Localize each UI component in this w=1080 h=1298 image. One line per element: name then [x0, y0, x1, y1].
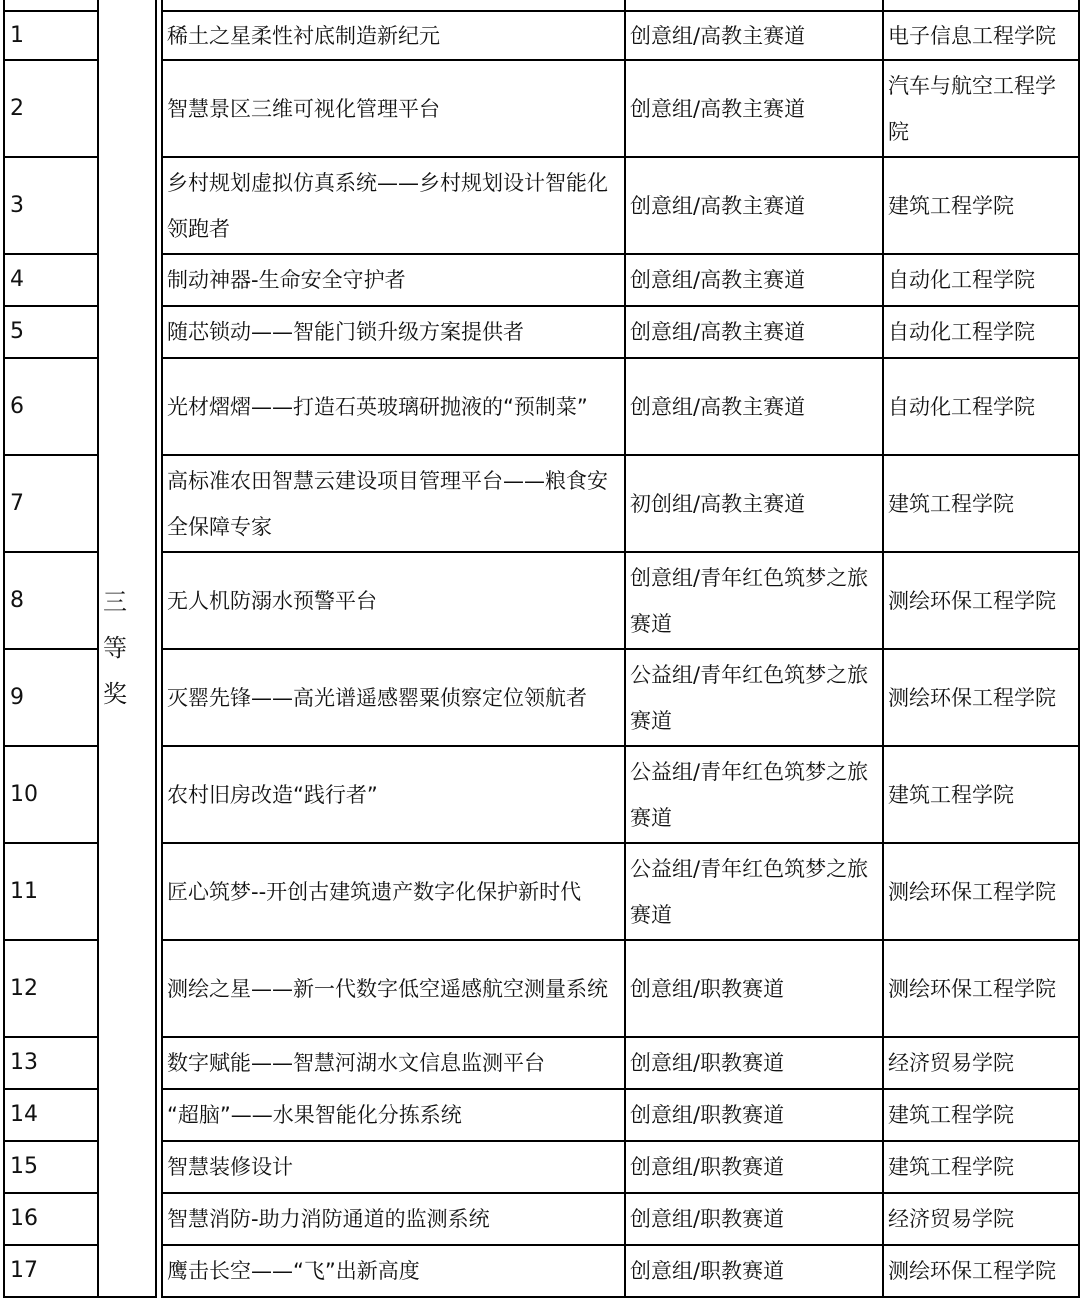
row-number: 12: [4, 940, 98, 1037]
project-name: 测绘之星——新一代数字低空遥感航空测量系统: [162, 940, 625, 1037]
competition-category: 创意组/职教赛道: [625, 1037, 883, 1089]
competition-category: 创意组/青年红色筑梦之旅赛道: [625, 552, 883, 649]
table-row: [4, 11, 1079, 60]
competition-category: 创意组/职教赛道: [625, 940, 883, 1037]
competition-category: 创意组/高教主赛道: [625, 11, 883, 60]
table-row: [4, 649, 1079, 746]
project-name: 智慧装修设计: [162, 1141, 625, 1193]
table-row: [4, 306, 1079, 358]
row-number: 16: [4, 1193, 98, 1245]
table-row: [4, 940, 1079, 1037]
table-row: [4, 1037, 1079, 1089]
project-name: 无人机防溺水预警平台: [162, 552, 625, 649]
table-row: [4, 1089, 1079, 1141]
college-name: 自动化工程学院: [883, 306, 1079, 358]
row-number: 10: [4, 746, 98, 843]
competition-category: 公益组/青年红色筑梦之旅赛道: [625, 746, 883, 843]
row-number: 17: [4, 1245, 98, 1297]
row-number: 2: [4, 60, 98, 157]
project-name: 数字赋能——智慧河湖水文信息监测平台: [162, 1037, 625, 1089]
row-number: 14: [4, 1089, 98, 1141]
project-name: “超脑”——水果智能化分拣系统: [162, 1089, 625, 1141]
college-name: 测绘环保工程学院: [883, 843, 1079, 940]
table-row: [4, 455, 1079, 552]
college-name: 自动化工程学院: [883, 358, 1079, 455]
top-cell: [4, 0, 98, 11]
table-row: [4, 358, 1079, 455]
college-name: 电子信息工程学院: [883, 11, 1079, 60]
row-number: 13: [4, 1037, 98, 1089]
row-number: 3: [4, 157, 98, 254]
row-number: 1: [4, 11, 98, 60]
college-name: 建筑工程学院: [883, 746, 1079, 843]
competition-category: 创意组/高教主赛道: [625, 358, 883, 455]
table-row: [4, 1141, 1079, 1193]
competition-category: 创意组/高教主赛道: [625, 60, 883, 157]
awards-table: [3, 0, 1080, 1298]
competition-category: 创意组/高教主赛道: [625, 157, 883, 254]
college-name: 汽车与航空工程学院: [883, 60, 1079, 157]
college-name: 测绘环保工程学院: [883, 940, 1079, 1037]
row-number: 4: [4, 254, 98, 306]
college-name: 经济贸易学院: [883, 1037, 1079, 1089]
project-name: 鹰击长空——“飞”出新高度: [162, 1245, 625, 1297]
college-name: 测绘环保工程学院: [883, 552, 1079, 649]
row-number: 9: [4, 649, 98, 746]
project-name: 智慧消防-助力消防通道的监测系统: [162, 1193, 625, 1245]
college-name: 建筑工程学院: [883, 1089, 1079, 1141]
top-cell: [162, 0, 625, 11]
project-name: 农村旧房改造“践行者”: [162, 746, 625, 843]
top-cell: [883, 0, 1079, 11]
project-name: 稀土之星柔性衬底制造新纪元: [162, 11, 625, 60]
college-name: 经济贸易学院: [883, 1193, 1079, 1245]
row-number: 5: [4, 306, 98, 358]
project-name: 制动神器-生命安全守护者: [162, 254, 625, 306]
table-row: [4, 157, 1079, 254]
project-name: 高标准农田智慧云建设项目管理平台——粮食安全保障专家: [162, 455, 625, 552]
table-row: [4, 746, 1079, 843]
competition-category: 创意组/高教主赛道: [625, 306, 883, 358]
project-name: 光材熠熠——打造石英玻璃研抛液的“预制菜”: [162, 358, 625, 455]
competition-category: 公益组/青年红色筑梦之旅赛道: [625, 843, 883, 940]
college-name: 建筑工程学院: [883, 157, 1079, 254]
competition-category: 初创组/高教主赛道: [625, 455, 883, 552]
row-number: 8: [4, 552, 98, 649]
row-number: 7: [4, 455, 98, 552]
competition-category: 创意组/职教赛道: [625, 1245, 883, 1297]
table-top-edge: [4, 0, 1079, 11]
project-name: 智慧景区三维可视化管理平台: [162, 60, 625, 157]
competition-category: 创意组/职教赛道: [625, 1193, 883, 1245]
project-name: 匠心筑梦--开创古建筑遗产数字化保护新时代: [162, 843, 625, 940]
row-number: 15: [4, 1141, 98, 1193]
table-row: [4, 552, 1079, 649]
row-number: 6: [4, 358, 98, 455]
college-name: 自动化工程学院: [883, 254, 1079, 306]
competition-category: 创意组/高教主赛道: [625, 254, 883, 306]
competition-category: 创意组/职教赛道: [625, 1141, 883, 1193]
competition-category: 公益组/青年红色筑梦之旅赛道: [625, 649, 883, 746]
project-name: 随芯锁动——智能门锁升级方案提供者: [162, 306, 625, 358]
project-name: 灭罂先锋——高光谱遥感罂粟侦察定位领航者: [162, 649, 625, 746]
project-name: 乡村规划虚拟仿真系统——乡村规划设计智能化领跑者: [162, 157, 625, 254]
table-body: [4, 0, 1079, 1297]
table-row: [4, 1245, 1079, 1297]
college-name: 建筑工程学院: [883, 1141, 1079, 1193]
table-row: [4, 60, 1079, 157]
award-level-cell: [98, 0, 156, 1297]
table-row: [4, 254, 1079, 306]
top-cell: [625, 0, 883, 11]
college-name: 测绘环保工程学院: [883, 1245, 1079, 1297]
table-row: [4, 1193, 1079, 1245]
table-row: [4, 843, 1079, 940]
college-name: 测绘环保工程学院: [883, 649, 1079, 746]
college-name: 建筑工程学院: [883, 455, 1079, 552]
row-number: 11: [4, 843, 98, 940]
award-level: 三等奖: [103, 588, 127, 708]
competition-category: 创意组/职教赛道: [625, 1089, 883, 1141]
